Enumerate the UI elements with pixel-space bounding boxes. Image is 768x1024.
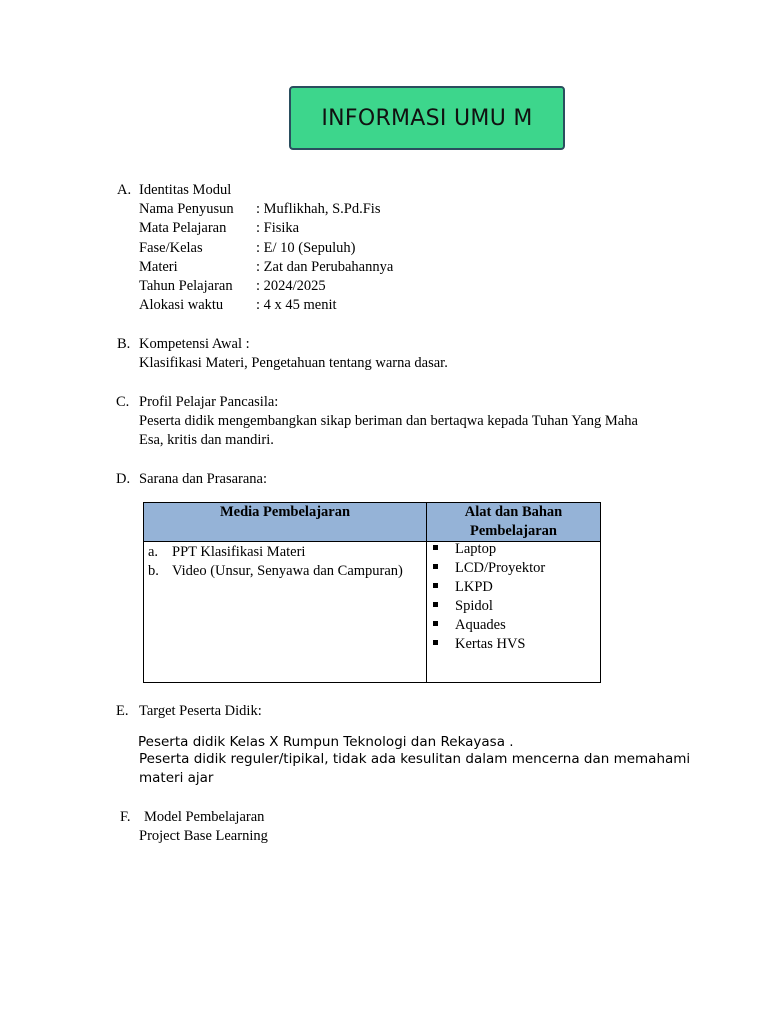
section-e-line-3: materi ajar: [139, 770, 214, 786]
list-item: [144, 562, 426, 581]
section-a-letter: A.: [117, 182, 132, 198]
identity-key-penyusun: Nama Penyusun: [139, 201, 234, 217]
identity-value-alokasi: : 4 x 45 menit: [256, 297, 337, 313]
list-item: [427, 616, 600, 635]
section-b-heading: Kompetensi Awal :: [139, 336, 250, 352]
section-c-heading: Profil Pelajar Pancasila:: [139, 394, 279, 410]
alat-item-kertas: Kertas HVS: [455, 636, 526, 652]
section-e-heading: Target Peserta Didik:: [139, 703, 262, 719]
alat-cell: [427, 542, 601, 683]
media-item-ppt: PPT Klasifikasi Materi: [172, 544, 306, 560]
identity-value-mapel: : Fisika: [256, 220, 300, 236]
list-item: [427, 578, 600, 597]
sarana-table: [143, 502, 601, 683]
section-d-heading: Sarana dan Prasarana:: [139, 471, 268, 487]
bullet-square-icon: [433, 621, 438, 626]
list-item: [427, 635, 600, 654]
alat-item-laptop: Laptop: [455, 541, 497, 557]
list-item: [427, 597, 600, 616]
header-media-label: Media Pembelajaran: [219, 504, 351, 520]
header-alat: [427, 503, 601, 542]
alat-item-lkpd: LKPD: [455, 579, 493, 595]
header-media: [144, 503, 427, 542]
section-e-line-1: Peserta didik Kelas X Rumpun Teknologi dan Rekayasa .: [138, 734, 514, 750]
section-e-letter: E.: [116, 703, 129, 719]
list-item: [144, 543, 426, 562]
section-f-text: Project Base Learning: [139, 828, 268, 844]
section-b-text: Klasifikasi Materi, Pengetahuan tentang warna dasar.: [139, 355, 448, 371]
section-c-line-2: Esa, kritis dan mandiri.: [139, 432, 274, 448]
identity-key-tahun: Tahun Pelajaran: [139, 278, 233, 294]
identity-value-materi: : Zat dan Perubahannya: [256, 259, 394, 275]
identity-value-penyusun: : Muflikhah, S.Pd.Fis: [256, 201, 381, 217]
table-row: [144, 542, 601, 683]
media-cell: [144, 542, 427, 683]
bullet-square-icon: [433, 583, 438, 588]
section-b-letter: B.: [117, 336, 131, 352]
list-item: [427, 540, 600, 559]
table-header-row: [144, 503, 601, 542]
alat-item-lcd: LCD/Proyektor: [455, 560, 546, 576]
bullet-square-icon: [433, 545, 438, 550]
section-d-letter: D.: [116, 471, 131, 487]
bullet-square-icon: [433, 640, 438, 645]
bullet-square-icon: [433, 602, 438, 607]
identity-value-fase: : E/ 10 (Sepuluh): [256, 240, 356, 256]
alat-item-spidol: Spidol: [455, 598, 493, 614]
section-c-letter: C.: [116, 394, 130, 410]
identity-key-fase: Fase/Kelas: [139, 240, 203, 256]
page-title: INFORMASI UMU M: [321, 105, 533, 131]
identity-key-alokasi: Alokasi waktu: [139, 297, 224, 313]
identity-value-tahun: : 2024/2025: [256, 278, 326, 294]
header-alat-line-2: Pembelajaran: [470, 523, 557, 539]
header-alat-line-1: Alat dan Bahan: [464, 504, 563, 520]
media-letter-a: a.: [148, 544, 159, 560]
media-letter-b: b.: [148, 563, 159, 579]
section-f-letter: F.: [120, 809, 131, 825]
identity-key-materi: Materi: [139, 259, 178, 275]
identity-key-mapel: Mata Pelajaran: [139, 220, 227, 236]
media-item-video: Video (Unsur, Senyawa dan Campuran): [172, 563, 403, 579]
title-banner: [289, 86, 565, 150]
section-a-heading: Identitas Modul: [139, 182, 232, 198]
section-f-heading: Model Pembelajaran: [144, 809, 265, 825]
list-item: [427, 559, 600, 578]
alat-item-aquades: Aquades: [455, 617, 506, 633]
section-e-line-2: Peserta didik reguler/tipikal, tidak ada kesulitan dalam mencerna dan memahami: [139, 751, 691, 767]
section-c-line-1: Peserta didik mengembangkan sikap beriman dan bertaqwa kepada Tuhan Yang Maha: [139, 413, 638, 429]
bullet-square-icon: [433, 564, 438, 569]
